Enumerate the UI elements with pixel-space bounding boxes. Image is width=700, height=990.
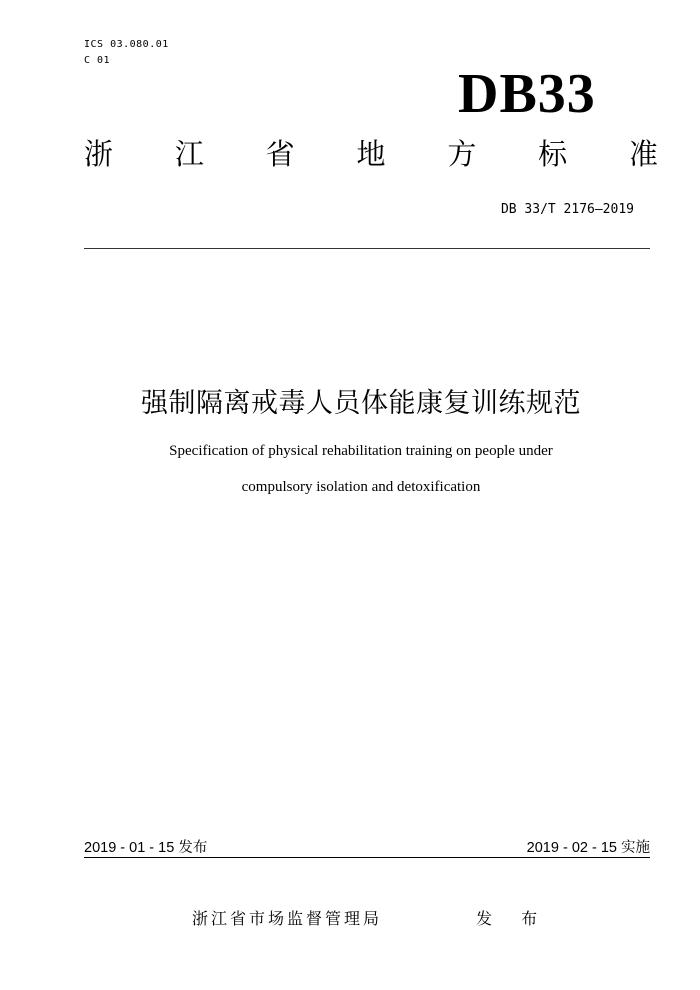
standard-number: DB 33/T 2176—2019 <box>500 202 634 217</box>
issuing-authority: 浙江省市场监督管理局 <box>192 909 383 928</box>
document-title-english-line-2: compulsory isolation and detoxification <box>241 479 481 495</box>
ccs-code: C 01 <box>84 55 111 66</box>
issue-label: 发 布 <box>476 909 550 928</box>
db33-logo: DB33 <box>458 63 596 125</box>
publish-date: 2019 - 01 - 15 发布 <box>84 840 208 856</box>
heading-char: 标 <box>538 137 568 171</box>
heading-char: 地 <box>356 137 386 171</box>
heading-char: 江 <box>174 137 204 171</box>
header-divider <box>84 248 650 249</box>
document-title-chinese: 强制隔离戒毒人员体能康复训练规范 <box>141 388 581 419</box>
document-title-english-line-1: Specification of physical rehabilitation training on people under <box>169 443 553 459</box>
heading-char: 准 <box>628 137 658 171</box>
standard-type-heading <box>84 137 658 171</box>
classification-codes <box>84 37 169 69</box>
heading-char: 方 <box>447 137 477 171</box>
heading-char: 浙 <box>84 137 114 171</box>
footer-divider <box>84 857 650 858</box>
implementation-date: 2019 - 02 - 15 实施 <box>526 840 650 856</box>
heading-char: 省 <box>265 137 295 171</box>
ics-code: ICS 03.080.01 <box>84 39 169 50</box>
